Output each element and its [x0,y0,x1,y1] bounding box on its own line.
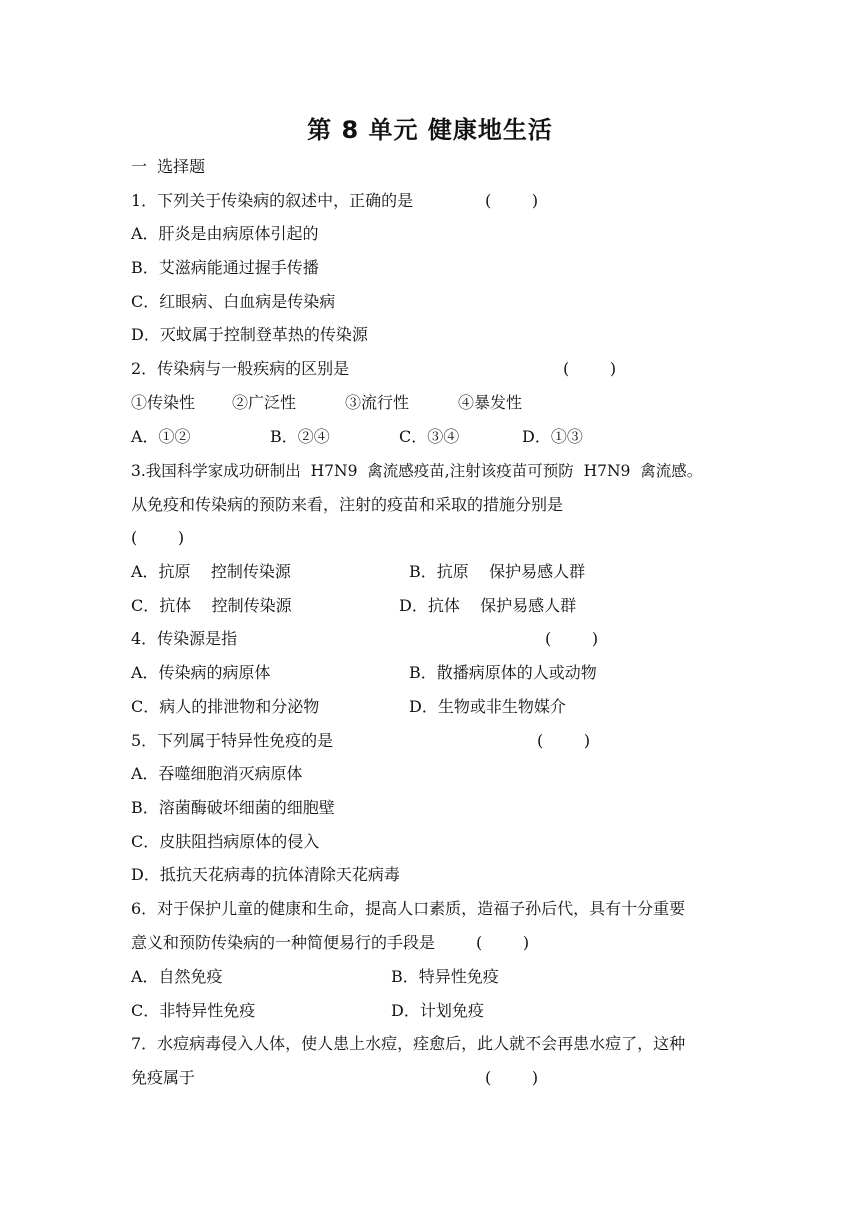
question-2-option-c: C．③④ [399,427,460,446]
question-5-option-d: D．抵抗天花病毒的抗体清除天花病毒 [131,865,400,884]
question-3-option-d: D．抗体 保护易感人群 [399,596,577,615]
question-3-answer-bracket: ( ) [131,528,185,547]
question-2-item-1: ①传染性 [131,393,196,412]
question-3-option-a: A．抗原 控制传染源 [131,562,291,581]
question-4-stem: 4．传染源是指 [131,629,238,648]
question-7-answer-bracket: ( ) [485,1068,539,1087]
question-4-option-c: C．病人的排泄物和分泌物 [131,697,320,716]
question-6-stem-line-1: 6．对于保护儿童的健康和生命，提高人口素质，造福子孙后代，具有十分重要 [131,899,686,918]
question-4-option-b: B．散播病原体的人或动物 [409,663,597,682]
question-6-option-b: B．特异性免疫 [391,967,499,986]
question-3-option-b: B．抗原 保护易感人群 [409,562,586,581]
question-4-answer-bracket: ( ) [545,629,599,648]
question-6-option-a: A．自然免疫 [131,967,223,986]
question-2-item-4: ④暴发性 [458,393,523,412]
question-6-option-d: D．计划免疫 [391,1001,484,1020]
question-2-option-b: B．②④ [270,427,330,446]
question-7-stem-line-2: 免疫属于 [131,1068,196,1087]
question-2-item-2: ②广泛性 [232,393,297,412]
question-1-stem: 1．下列关于传染病的叙述中，正确的是 [131,191,414,210]
question-5-answer-bracket: ( ) [537,731,591,750]
question-2-stem: 2．传染病与一般疾病的区别是 [131,359,350,378]
question-6-stem-line-2: 意义和预防传染病的一种简便易行的手段是 [131,933,436,952]
question-1-option-a: A．肝炎是由病原体引起的 [131,224,319,243]
question-1-option-c: C．红眼病、白血病是传染病 [131,292,336,311]
question-5-option-c: C．皮肤阻挡病原体的侵入 [131,832,320,851]
question-4-option-a: A．传染病的病原体 [131,663,271,682]
question-3-option-c: C．抗体 控制传染源 [131,596,292,615]
question-5-stem: 5．下列属于特异性免疫的是 [131,731,334,750]
question-2-item-3: ③流行性 [345,393,410,412]
question-1-answer-bracket: ( ) [485,191,539,210]
question-2-answer-bracket: ( ) [563,359,617,378]
question-1-option-b: B．艾滋病能通过握手传播 [131,258,319,277]
question-7-stem-line-1: 7．水痘病毒侵入人体，使人患上水痘，痊愈后，此人就不会再患水痘了，这种 [131,1034,686,1053]
question-3-stem-line-2: 从免疫和传染病的预防来看，注射的疫苗和采取的措施分别是 [131,495,564,514]
question-6-option-c: C．非特异性免疫 [131,1001,256,1020]
question-2-option-d: D．①③ [522,427,583,446]
question-6-answer-bracket: ( ) [476,933,530,952]
question-3-stem-line-1: 3.我国科学家成功研制出 H7N9 禽流感疫苗,注射该疫苗可预防 H7N9 禽流感。 [131,462,703,480]
question-5-option-a: A．吞噬细胞消灭病原体 [131,764,303,783]
question-2-option-a: A．①② [131,427,191,446]
question-4-option-d: D．生物或非生物媒介 [409,697,566,716]
page-title: 第 8 单元 健康地生活 [307,116,553,144]
question-1-option-d: D．灭蚊属于控制登革热的传染源 [131,325,368,344]
section-heading: 一 选择题 [131,157,206,176]
question-5-option-b: B．溶菌酶破坏细菌的细胞壁 [131,798,335,817]
